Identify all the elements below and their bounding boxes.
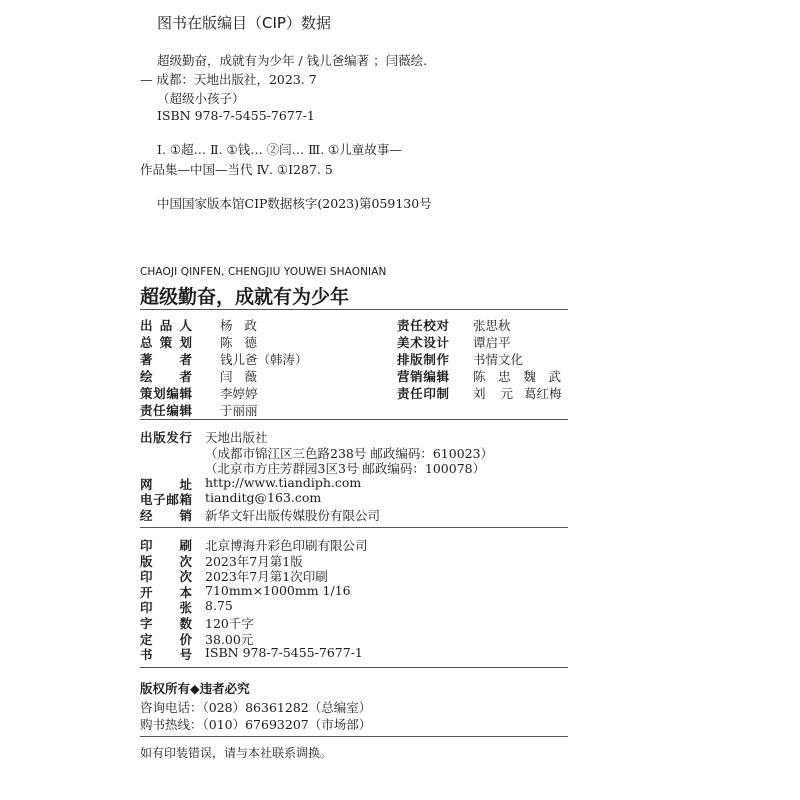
printing-label: 版 次 bbox=[140, 553, 193, 569]
credit-value: 刘 元 bbox=[473, 386, 514, 401]
publisher-label: 出 版 发 行 bbox=[140, 430, 193, 445]
footer-note: 如有印装错误，请与本社联系调换。 bbox=[140, 746, 333, 760]
cip-line: （超级小孩子） bbox=[157, 91, 245, 106]
credit-label: 策 划 编 辑 bbox=[140, 386, 193, 401]
cip-data-number: 中国国家版本馆CIP数据核字(2023)第059130号 bbox=[157, 196, 432, 211]
credit-label: 美 术 设 计 bbox=[397, 335, 450, 350]
credit-value: 陈 忠 魏 武 bbox=[473, 369, 562, 384]
publisher-label: 网 址 bbox=[140, 476, 193, 492]
printing-label: 印 张 bbox=[140, 600, 193, 616]
credit-label: 著 者 bbox=[140, 352, 193, 367]
printing-value: 8.75 bbox=[205, 598, 233, 614]
divider bbox=[140, 419, 568, 420]
cip-line: — 成都：天地出版社，2023. 7 bbox=[140, 72, 317, 87]
printing-value: 2023年7月第1版 bbox=[205, 553, 303, 569]
printing-value: 北京博海升彩色印刷有限公司 bbox=[205, 538, 368, 553]
printing-label: 开 本 bbox=[140, 584, 193, 600]
credit-label: 责 任 编 辑 bbox=[140, 403, 193, 418]
credit-label: 总 策 划 bbox=[140, 335, 193, 350]
publisher-label: 经 销 bbox=[140, 508, 193, 523]
printing-label: 定 价 bbox=[140, 631, 193, 647]
publisher-value: 新华文轩出版传媒股份有限公司 bbox=[205, 508, 381, 523]
divider bbox=[140, 527, 568, 528]
cip-line: Ⅰ. ①超… Ⅱ. ①钱… ②闫… Ⅲ. ①儿童故事— bbox=[157, 142, 402, 157]
printing-value: ISBN 978-7-5455-7677-1 bbox=[205, 645, 363, 661]
printing-value: 2023年7月第1次印刷 bbox=[205, 569, 328, 585]
cip-line: 作品集—中国—当代 Ⅳ. ①I287. 5 bbox=[140, 162, 333, 177]
credit-label: 排 版 制 作 bbox=[397, 352, 450, 367]
credit-label: 责 任 印 制 bbox=[397, 386, 450, 401]
credit-value: 葛红梅 bbox=[524, 386, 562, 401]
cip-heading: 图书在版编目（CIP）数据 bbox=[157, 14, 331, 32]
publisher-value: http://www.tiandiph.com bbox=[205, 474, 362, 490]
divider bbox=[140, 736, 568, 737]
printing-value: 710mm×1000mm 1/16 bbox=[205, 582, 351, 598]
printing-label: 印 次 bbox=[140, 569, 193, 585]
credit-label: 出 品 人 bbox=[140, 318, 193, 333]
credit-label: 绘 者 bbox=[140, 369, 193, 384]
book-pinyin-title: CHAOJI QINFEN, CHENGJIU YOUWEI SHAONIAN bbox=[140, 266, 387, 278]
divider bbox=[140, 667, 568, 668]
publisher-value: （北京市方庄芳群园3区3号 邮政编码：100078） bbox=[205, 461, 486, 477]
cip-line: 超级勤奋，成就有为少年 / 钱儿爸编著 ；闫薇绘. bbox=[157, 53, 428, 68]
credit-value: 李婷婷 bbox=[220, 386, 258, 401]
consult-phone: 咨询电话：（028）86361282（总编室） bbox=[140, 700, 372, 715]
purchase-phone: 购书热线：（010）67693207（市场部） bbox=[140, 717, 372, 732]
copyright-notice: 版权所有◆违者必究 bbox=[140, 681, 250, 696]
credit-value: 书情文化 bbox=[473, 352, 524, 367]
divider bbox=[140, 309, 568, 310]
printing-value: 120千字 bbox=[205, 616, 254, 631]
printing-label: 字 数 bbox=[140, 616, 193, 631]
credit-value: 张思秋 bbox=[473, 318, 511, 333]
publisher-label: 电 子 邮 箱 bbox=[140, 492, 193, 508]
printing-label: 书 号 bbox=[140, 647, 193, 663]
credit-value: 杨 政 bbox=[220, 318, 258, 333]
credit-value: 于丽丽 bbox=[220, 403, 258, 418]
printing-value: 38.00元 bbox=[205, 631, 254, 647]
publisher-value: 天地出版社 bbox=[205, 430, 268, 445]
credit-label: 营 销 编 辑 bbox=[397, 369, 450, 384]
publisher-value: （成都市锦江区三色路238号 邮政编码：610023） bbox=[205, 445, 494, 461]
credit-value: 谭启平 bbox=[473, 335, 511, 350]
credit-value: 陈 德 bbox=[220, 335, 258, 350]
publisher-value: tianditg@163.com bbox=[205, 490, 322, 506]
credit-label: 责 任 校 对 bbox=[397, 318, 450, 333]
printing-label: 印 刷 bbox=[140, 538, 193, 553]
credit-value: 钱儿爸（韩涛） bbox=[220, 352, 308, 367]
book-title: 超级勤奋，成就有为少年 bbox=[140, 286, 350, 308]
credit-value: 闫 薇 bbox=[220, 369, 258, 384]
cip-line: ISBN 978-7-5455-7677-1 bbox=[157, 108, 315, 123]
